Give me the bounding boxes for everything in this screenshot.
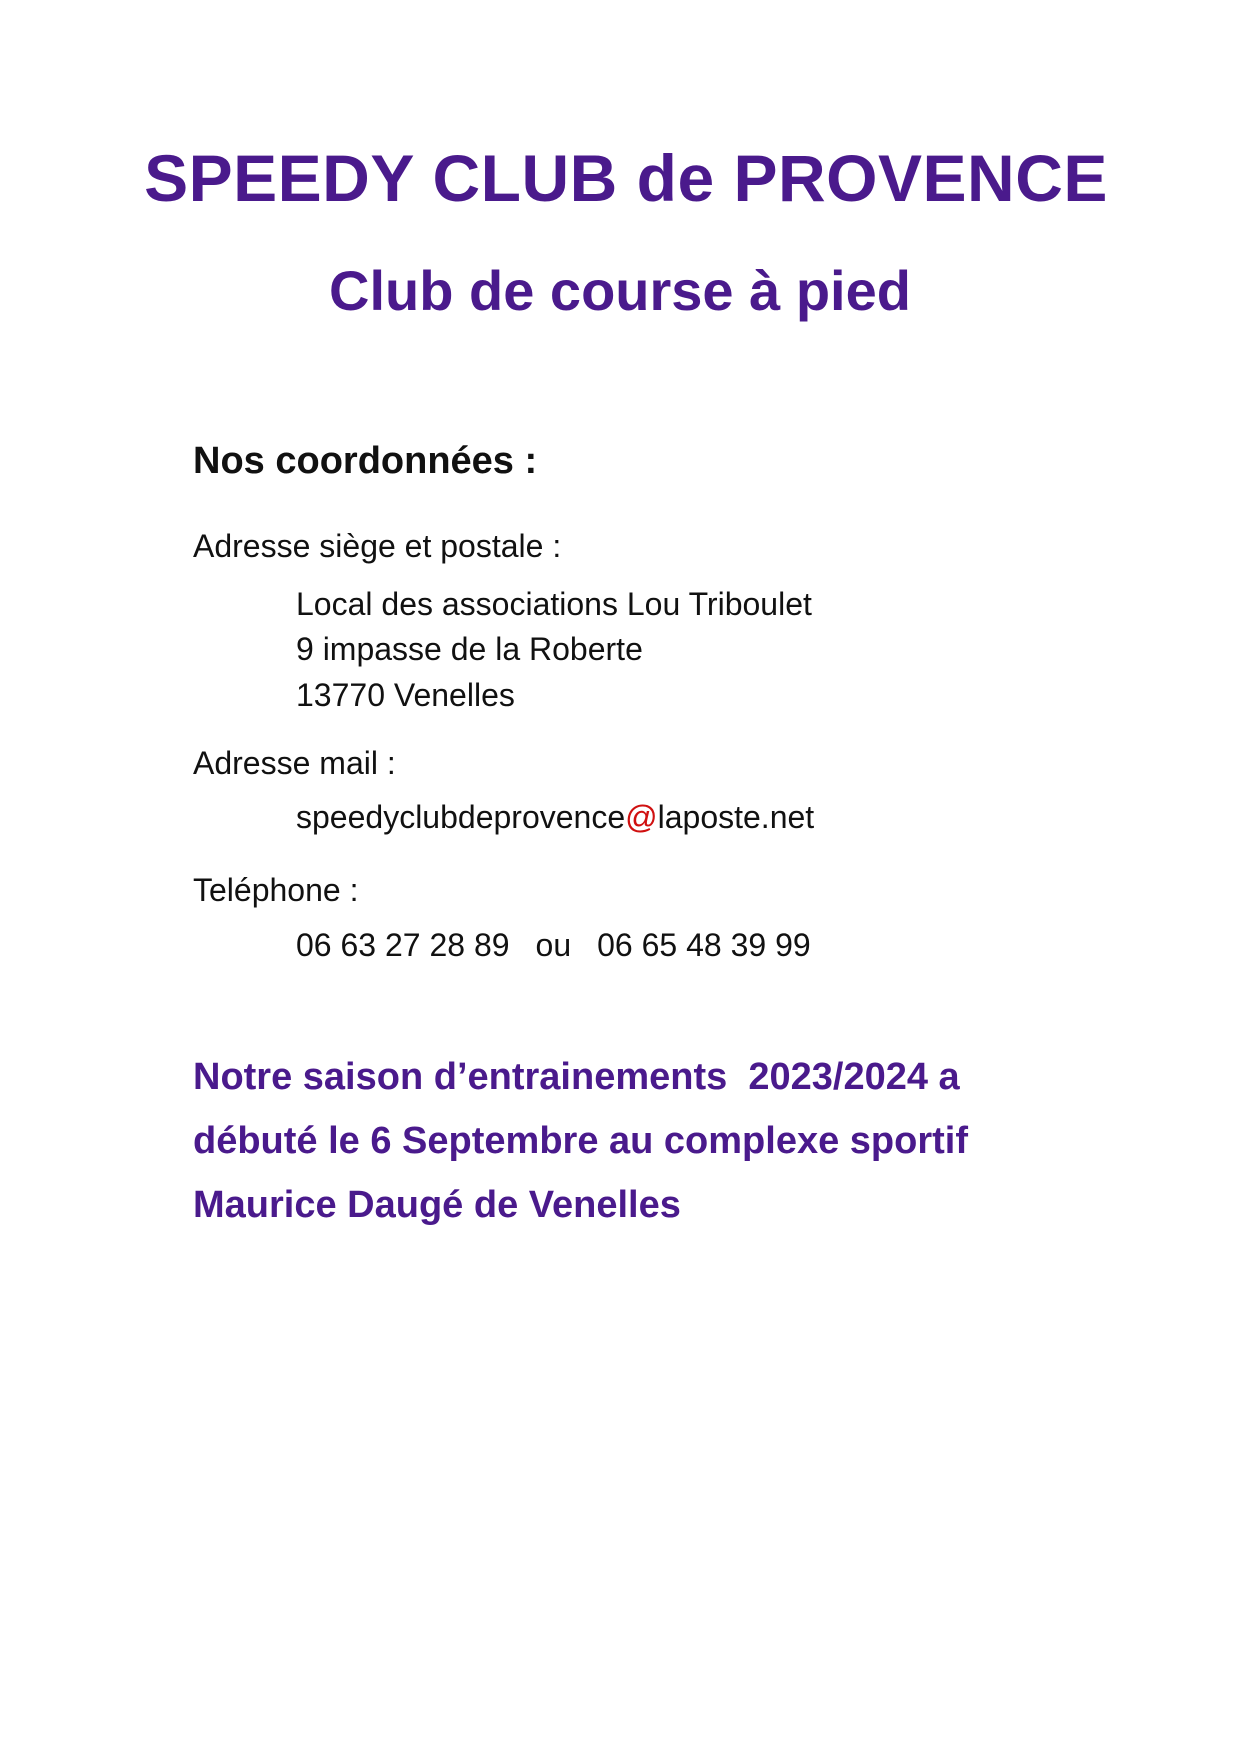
email-address[interactable] [296,799,814,836]
address-line-2: 9 impasse de la Roberte [296,631,643,667]
address-label: Adresse siège et postale : [193,528,562,564]
address-line-3: 13770 Venelles [296,677,515,713]
phone-numbers [296,927,811,964]
season-line-2: débuté le 6 Septembre au complexe sportif [193,1120,968,1162]
email-user: speedyclubdeprovence [296,799,626,835]
phone-separator: ou [535,927,572,963]
email-label: Adresse mail : [193,745,396,781]
page-title: SPEEDY CLUB de PROVENCE [144,141,1108,215]
email-at-sign: @ [625,799,658,835]
page-subtitle: Club de course à pied [329,259,911,322]
season-line-1: Notre saison d’entrainements 2023/2024 a [193,1056,960,1098]
season-line-3: Maurice Daugé de Venelles [193,1184,681,1226]
season-announcement [193,1045,1073,1237]
contact-heading: Nos coordonnées : [193,440,538,482]
address-line-1: Local des associations Lou Triboulet [296,586,812,622]
email-domain: laposte.net [657,799,815,835]
phone-number-2[interactable]: 06 65 48 39 99 [597,927,811,963]
phone-label: Teléphone : [193,872,359,908]
phone-number-1[interactable]: 06 63 27 28 89 [296,927,510,963]
